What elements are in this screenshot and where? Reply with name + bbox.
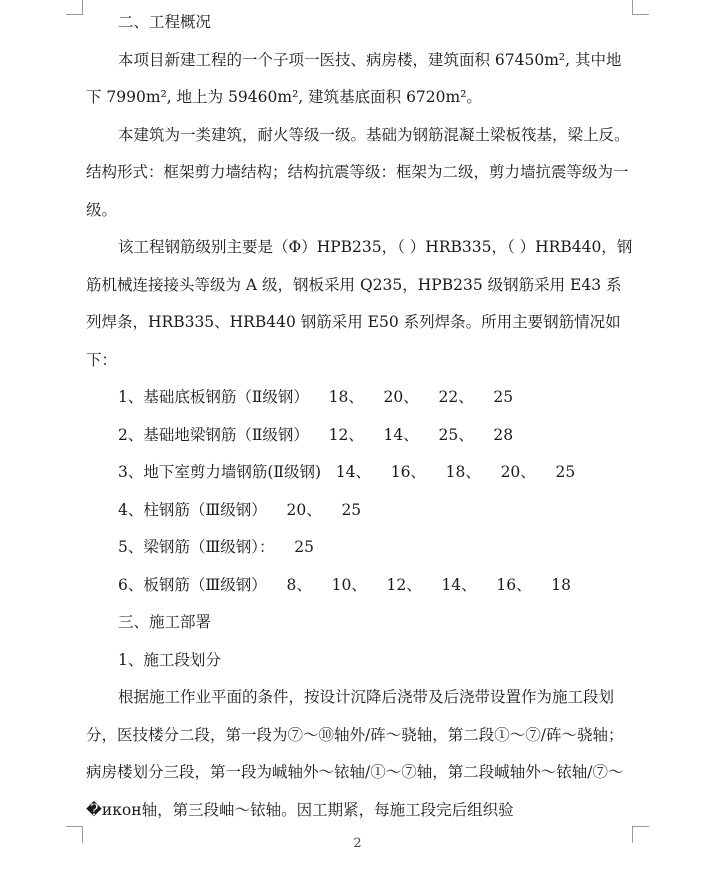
rebar-list-item: 5、梁钢筋（Ⅲ级钢）： 25 (118, 538, 314, 556)
page-number: 2 (353, 836, 362, 851)
subheading-section-division: 1、施工段划分 (118, 650, 221, 669)
crop-mark-top-left (66, 0, 83, 15)
rebar-list-item: 4、柱钢筋（Ⅲ级钢） 20、 25 (118, 500, 362, 519)
paragraph-structure: 本建筑为一类建筑，耐火等级一级。基础为钢筋混凝土梁板筏基，梁上反。结构形式：框架剪力墙结构；结构抗震等级：框架为二级，剪力墙抗震等级为一级。 (86, 125, 630, 219)
rebar-list-item: 6、板钢筋（Ⅲ级钢） 8、 10、 12、 14、 16、 18 (118, 575, 572, 594)
paragraph-section-division: 根据施工作业平面的条件，按设计沉降后浇带及后浇带设置作为施工段划分，医技楼分二段，第一段为⑦～⑩轴外/砗～骁轴，第二段①～⑦/砗～骁轴；病房楼划分三段，第一段为峸轴外～铱轴/①～⑦轴，第二段峸轴外～铱轴/⑦～�икон轴，第三段岫～铱轴。因工期紧，每施工段完后组织验 (86, 688, 624, 819)
rebar-list-item: 3、地下室剪力墙钢筋(Ⅱ级钢) 14、 16、 18、 20、 25 (118, 463, 576, 481)
rebar-list-item: 2、基础地梁钢筋（Ⅱ级钢） 12、 14、 25、 28 (118, 425, 514, 444)
section-heading-construction-deployment: 三、施工部署 (118, 613, 212, 631)
paragraph-rebar-grades: 该工程钢筋级别主要是（Φ）HPB235，（ ）HRB335，（ ）HRB440，钢筋机械连接接头等级为 A 级，钢板采用 Q235，HPB235 级钢筋采用 E43 系列焊条，HRB335、HRB440 钢筋采用 E50 系列焊条。所用主要钢筋情况如下： (86, 238, 633, 369)
document-body (86, 4, 634, 829)
rebar-list-item: 1、基础底板钢筋（Ⅱ级钢） 18、 20、 22、 25 (118, 388, 514, 406)
crop-mark-top-right (632, 0, 649, 15)
section-heading-project-overview: 二、工程概况 (118, 13, 212, 31)
paragraph-building-area: 本项目新建工程的一个子项一医技、病房楼，建筑面积 67450m², 其中地下 7990m², 地上为 59460m², 建筑基底面积 6720m²。 (86, 50, 622, 106)
